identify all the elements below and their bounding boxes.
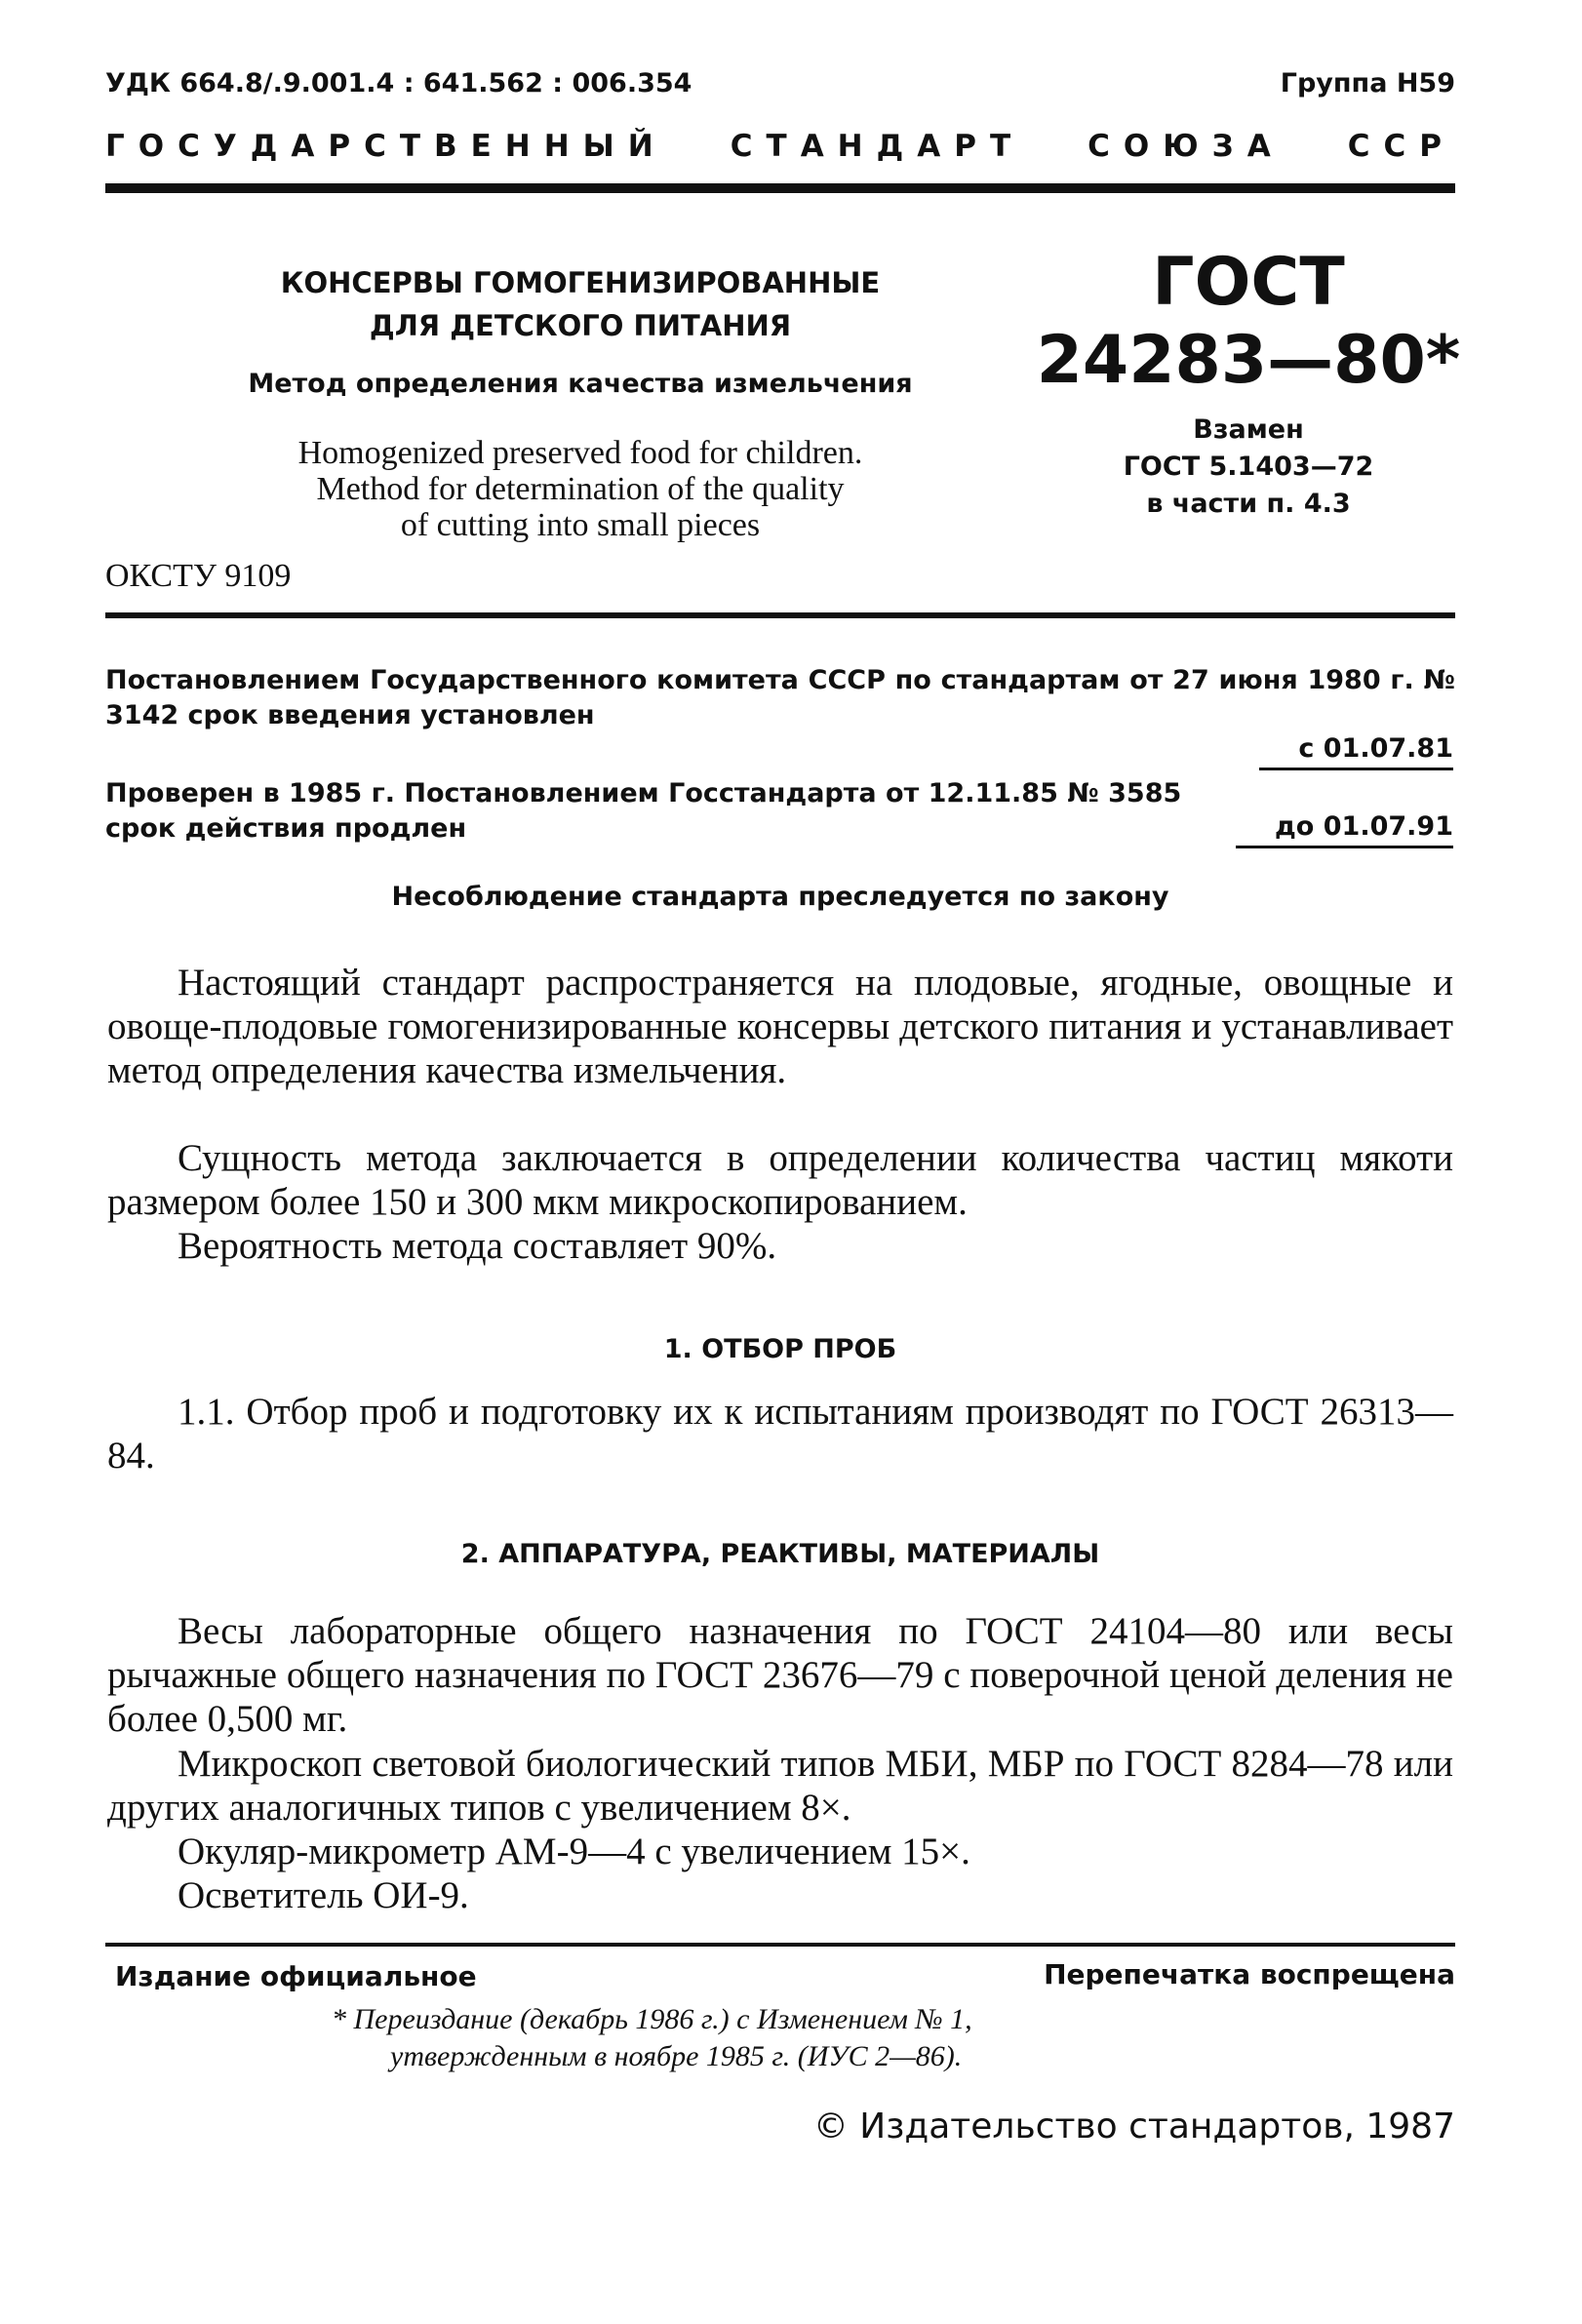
document-title xyxy=(224,261,936,347)
document-subtitle: Метод определения качества измельчения xyxy=(248,369,913,399)
copyright: © Издательство стандартов, 1987 xyxy=(812,2107,1455,2147)
official-edition-label: Издание официальное xyxy=(115,1960,477,1992)
state-standard-banner xyxy=(105,129,1455,164)
footnote-line: утвержденным в ноябре 1985 г. (ИУС 2—86). xyxy=(390,2040,963,2072)
english-title-line: of cutting into small pieces xyxy=(400,507,761,543)
oksty-code: ОКСТУ 9109 xyxy=(105,558,292,594)
paragraph: Весы лабораторные общего назначения по ГОСТ 24104—80 или весы рычажные общего назначения по ГОСТ 23676—79 с поверочной ценой деления не более 0,500 мг. xyxy=(107,1610,1453,1740)
gost-number: 24283—80* xyxy=(1036,322,1461,399)
paragraph: Настоящий стандарт распространяется на плодовые, ягодные, овощные и овоще-плодовые гомогенизированные консервы детского питания и устанавливает метод определения качества измельчения. xyxy=(107,962,1453,1091)
paragraph: Микроскоп световой биологический типов МБИ, МБР по ГОСТ 8284—78 или других аналогичных типов с увеличением 8×. xyxy=(107,1743,1453,1829)
banner-word: СОЮЗА xyxy=(1088,129,1285,164)
noncompliance-notice: Несоблюдение стандарта преследуется по закону xyxy=(391,882,1169,912)
checked-line: Проверен в 1985 г. Постановлением Госстандарта от 12.11.85 № 3585 xyxy=(105,778,1182,808)
banner-word: СТАНДАРТ xyxy=(730,129,1025,164)
section-heading: 1. ОТБОР ПРОБ xyxy=(663,1334,897,1364)
reprint-prohibited-label: Перепечатка воспрещена xyxy=(1044,1958,1455,1990)
top-rule xyxy=(105,183,1455,193)
paragraph: Сущность метода заключается в определении количества частиц мякоти размером более 150 и 300 мкм микроскопированием. xyxy=(107,1137,1453,1223)
gost-label: ГОСТ xyxy=(1152,244,1345,321)
middle-rule xyxy=(105,612,1455,618)
banner-word: ССР xyxy=(1347,129,1455,164)
extended-date: до 01.07.91 xyxy=(1236,811,1453,848)
banner-word: ГОСУДАРСТВЕННЫЙ xyxy=(105,129,667,164)
group-code: Группа Н59 xyxy=(1280,68,1455,98)
english-title-line: Method for determination of the quality xyxy=(316,471,845,507)
paragraph: Вероятность метода составляет 90%. xyxy=(178,1225,777,1267)
replaces-block xyxy=(1073,412,1424,523)
udk-code: УДК 664.8/.9.001.4 : 641.562 : 006.354 xyxy=(105,68,692,98)
paragraph: 1.1. Отбор проб и подготовку их к испытаниям производят по ГОСТ 26313—84. xyxy=(107,1391,1453,1477)
effective-date: с 01.07.81 xyxy=(1259,733,1453,770)
footer-rule xyxy=(105,1943,1455,1947)
replaces-line: в части п. 4.3 xyxy=(1146,489,1351,519)
replaces-line: ГОСТ 5.1403—72 xyxy=(1123,452,1374,482)
section-heading: 2. АППАРАТУРА, РЕАКТИВЫ, МАТЕРИАЛЫ xyxy=(460,1539,1100,1569)
decree-text: Постановлением Государственного комитета СССР по стандартам от 27 июня 1980 г. № 3142 срок введения установлен xyxy=(105,665,1455,730)
english-title-line: Homogenized preserved food for children. xyxy=(297,435,863,471)
replaces-line: Взамен xyxy=(1193,414,1304,445)
checked-text xyxy=(105,776,1237,847)
footnote-line: * Переиздание (декабрь 1986 г.) с Изменением № 1, xyxy=(332,2003,972,2035)
checked-line: срок действия продлен xyxy=(105,813,467,844)
english-title xyxy=(195,435,966,543)
paragraph: Окуляр-микрометр АМ-9—4 с увеличением 15×. xyxy=(178,1831,970,1872)
title-line: КОНСЕРВЫ ГОМОГЕНИЗИРОВАННЫЕ xyxy=(280,266,881,299)
paragraph: Осветитель ОИ-9. xyxy=(178,1874,469,1916)
reissue-footnote xyxy=(332,2001,1307,2075)
title-line: ДЛЯ ДЕТСКОГО ПИТАНИЯ xyxy=(369,309,792,342)
